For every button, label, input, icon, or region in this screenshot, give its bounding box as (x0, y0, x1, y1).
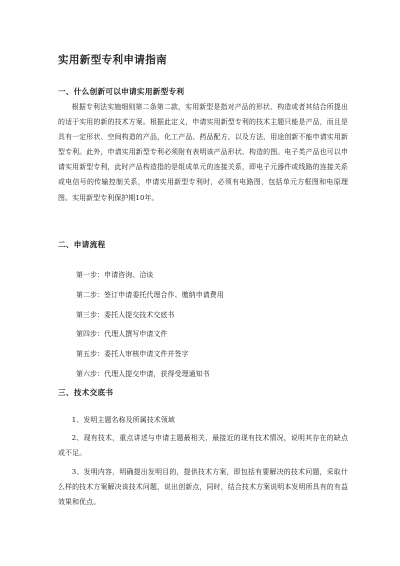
section-heading-what-can-apply: 一、什么创新可以申请实用新型专利 (58, 87, 185, 96)
section-paragraph-definition: 根据专利法实施细则第二条第二款，实用新型是指对产品的形状、构造或者其结合所提出的适于实用的新的技术方案。根据此定义，申请实用新型专利的技术主题只能是产品，而且是具有一定形状、空间构造的产品，化工产品、药品配方，以及方法、用途创新不能申请实用新型专利。此外，申请实用新型专利必须附有表明该产品形状、构造的图。电子类产品也可以申请实用新型专利，此时产品构造指的是组成单元的连接关系，即电子元器件或线路的连接关系或电信号的传输控制关系，申请实用新型专利时，必须有电路图，包括单元方框图和电原理图。实用新型专利保护期10年。 (58, 103, 348, 202)
disclosure-item: 3、发明内容，明确提出发明目的，提供技术方案，即包括有要解决的技术问题，采取什么样的技术方案解决该技术问题，说出创新点，同时，结合技术方案说明本发明所具有的有益效果和优点。 (58, 468, 348, 507)
process-step: 第五步：委托人审核申请文件并签字 (76, 350, 189, 359)
process-steps-list (76, 266, 224, 385)
process-step: 第六步：代理人提交申请，获得受理通知书 (76, 369, 210, 378)
process-step: 第四步：代理人撰写申请文件 (76, 330, 168, 339)
section-heading-process: 二、申请流程 (58, 240, 106, 249)
document-title: 实用新型专利申请指南 (58, 54, 167, 66)
process-step: 第一步：申请咨询、洽谈 (76, 271, 154, 279)
disclosure-item: 2、现有技术，重点讲述与申请主题最相关、最接近的现有技术情况，说明其存在的缺点或不足。 (58, 434, 348, 458)
process-step: 第三步：委托人提交技术交底书 (76, 310, 175, 319)
section-heading-disclosure: 三、技术交底书 (58, 388, 114, 397)
process-step: 第二步：签订申请委托代理合作、缴纳申请费用 (76, 290, 224, 299)
disclosure-item: 1、发明主题名称及所属技术领域 (71, 416, 175, 424)
